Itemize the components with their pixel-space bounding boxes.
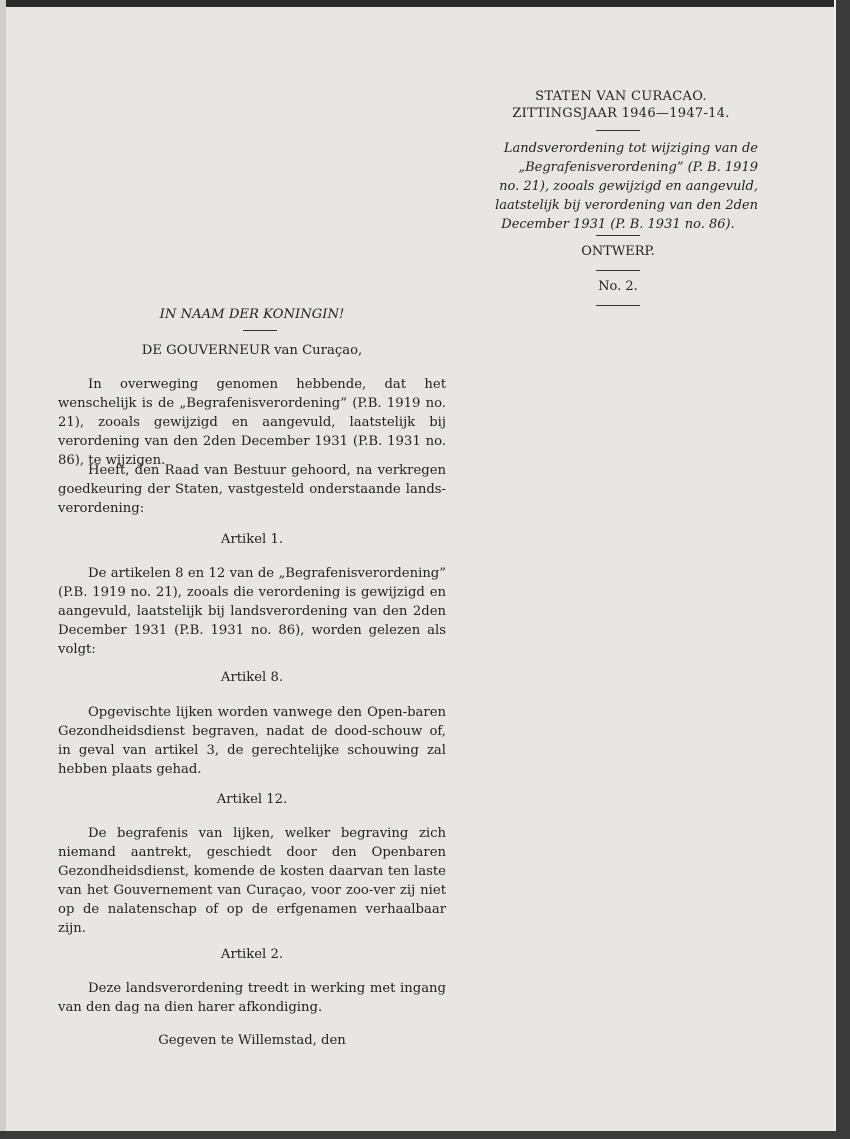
invocation: IN NAAM DER KONINGIN! — [159, 307, 345, 322]
issuer: DE GOUVERNEUR van Curaçao, — [141, 343, 363, 358]
scan-border-left — [0, 0, 6, 1139]
status-label: ONTWERP. — [581, 244, 655, 259]
enactment-paragraph: Heeft, den Raad van Bestuur gehoord, na verkregen goedkeuring der Staten, vastgesteld onderstaande lands-verordening: — [58, 463, 446, 516]
title-block — [478, 139, 758, 234]
title-line-4: laatstelijk bij verordening van den 2den — [495, 198, 758, 213]
header-rule-4 — [596, 305, 640, 306]
title-line-5: December 1931 (P. B. 1931 no. 86). — [501, 217, 735, 232]
title-line-3: no. 21), zooals gewijzigd en aangevuld, — [499, 179, 758, 194]
scan-border-top — [0, 0, 850, 7]
title-line-1: Landsverordening tot wijziging van de — [503, 141, 758, 156]
title-line-2: „Begrafenisverordening” (P. B. 1919 — [518, 160, 758, 175]
consideration-paragraph: In overweging genomen hebbende, dat het wenschelijk is de „Begrafenisverordening” (P.B. 1919 no. 21), zooals gewijzigd en aangevuld, laatstelijk bij verordening van den 2den December 1931 (P.B. 1931 no. 86), te wijzigen. — [58, 377, 446, 468]
article-12-heading: Artikel 12. — [216, 792, 288, 807]
article-8-heading: Artikel 8. — [220, 670, 284, 685]
header-rule-3 — [596, 270, 640, 271]
closing-line: Gegeven te Willemstad, den — [158, 1033, 346, 1048]
header-line-2: ZITTINGSJAAR 1946—1947-14. — [512, 106, 730, 121]
article-2-heading: Artikel 2. — [220, 947, 284, 962]
article-1-text: De artikelen 8 en 12 van de „Begrafenisverordening” (P.B. 1919 no. 21), zooals die verordening is gewijzigd en aangevuld, laatstelijk bij landsverordening van den 2den December 1931 (P.B. 1931 no. 86), worden gelezen als volgt: — [58, 566, 446, 657]
header-line-1: STATEN VAN CURACAO. — [535, 89, 707, 104]
article-1-heading: Artikel 1. — [220, 532, 284, 547]
header-rule-1 — [596, 130, 640, 131]
article-12-text: De begrafenis van lijken, welker begraving zich niemand aantrekt, geschiedt door den Openbaren Gezondheidsdienst, komende de kosten daarvan ten laste van het Gouvernement van Curaçao, voor zoo-ver zij niet op de nalatenschap of op de erfgenamen verhaalbaar zijn. — [58, 826, 446, 936]
article-2-text: Deze landsverordening treedt in werking met ingang van den dag na dien harer afkondiging. — [58, 981, 446, 1015]
invocation-rule — [243, 330, 277, 331]
document-number: No. 2. — [598, 279, 638, 294]
document-header — [476, 88, 766, 122]
scan-border-bottom — [0, 1131, 850, 1139]
scan-border-right — [836, 0, 850, 1139]
header-rule-2 — [596, 235, 640, 236]
article-8-text: Opgevischte lijken worden vanwege den Open-baren Gezondheidsdienst begraven, nadat de dood-schouw of, in geval van artikel 3, de gerechtelijke schouwing zal hebben plaats gehad. — [58, 705, 446, 777]
